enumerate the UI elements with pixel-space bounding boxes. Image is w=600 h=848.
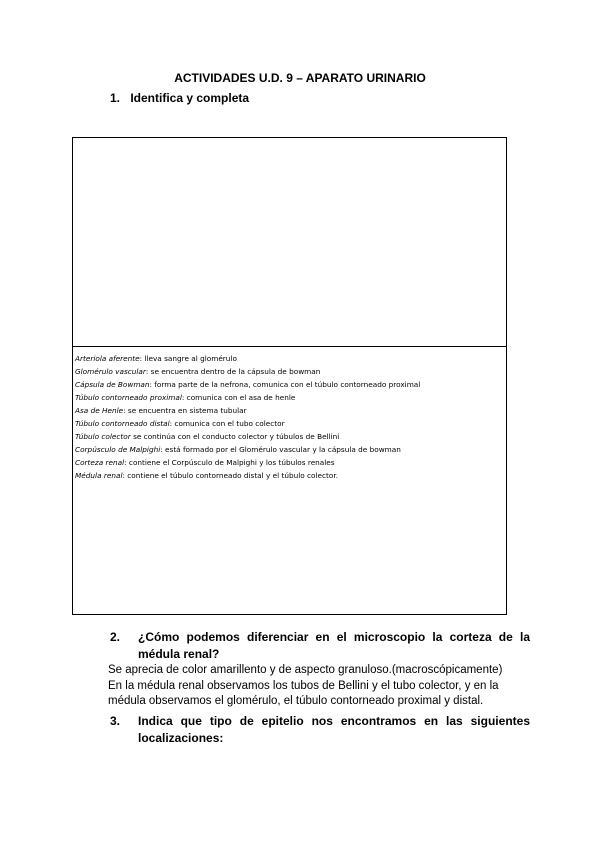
question-3-line2: localizaciones: [138,731,224,745]
definition-item: Corpúsculo de Malpighi: está formado por el Glomérulo vascular y la cápsula de bowman [75,445,401,454]
answer-2-paragraph-1: Se aprecia de color amarillento y de aspecto granuloso.(macroscópicamente) [108,664,503,676]
question-2-line2: médula renal? [138,647,220,661]
section-1-heading [110,91,249,105]
nephron-diagram-box [72,137,507,615]
question-2-line1: ¿Cómo podemos diferenciar en el microscopio la corteza de la [138,630,530,644]
definition-item: Arteriola aferente: lleva sangre al glomérulo [75,354,237,363]
answer-2-paragraph-2: En la médula renal observamos los tubos de Bellini y el tubo colector, y en la médula observamos el glomérulo, el túbulo contorneado proximal y distal. [108,679,499,707]
question-2-number: 2. [110,630,121,644]
definition-item: Asa de Henle: se encuentra en sistema tubular [75,406,247,415]
section-1-number: 1. [110,91,121,105]
definition-item: Cápsula de Bowman: forma parte de la nefrona, comunica con el túbulo contorneado proximal [75,380,421,389]
page-title: ACTIVIDADES U.D. 9 – APARATO URINARIO [174,71,426,85]
definition-item: Túbulo contorneado distal: comunica con el tubo colector [75,419,285,428]
section-1-text: Identifica y completa [130,91,250,105]
diagram-image-area [73,138,506,347]
definition-item: Túbulo colector se continúa con el conducto colector y túbulos de Bellini [75,432,340,441]
definition-list [75,352,505,482]
definition-item: Glomérulo vascular: se encuentra dentro de la cápsula de bowman [75,367,321,376]
definition-item: Corteza renal: contiene el Corpúsculo de Malpighi y los túbulos renales [75,458,335,467]
answer-2 [108,663,533,710]
definition-item: Médula renal: contiene el túbulo contorneado distal y el túbulo colector. [75,471,339,480]
question-3-number: 3. [110,714,121,728]
definition-item: Túbulo contorneado proximal: comunica con el asa de henle [75,393,296,402]
question-2 [110,629,530,663]
question-3-line1: Indica que tipo de epitelio nos encontramos en las siguientes [138,714,530,728]
question-3 [110,713,530,747]
